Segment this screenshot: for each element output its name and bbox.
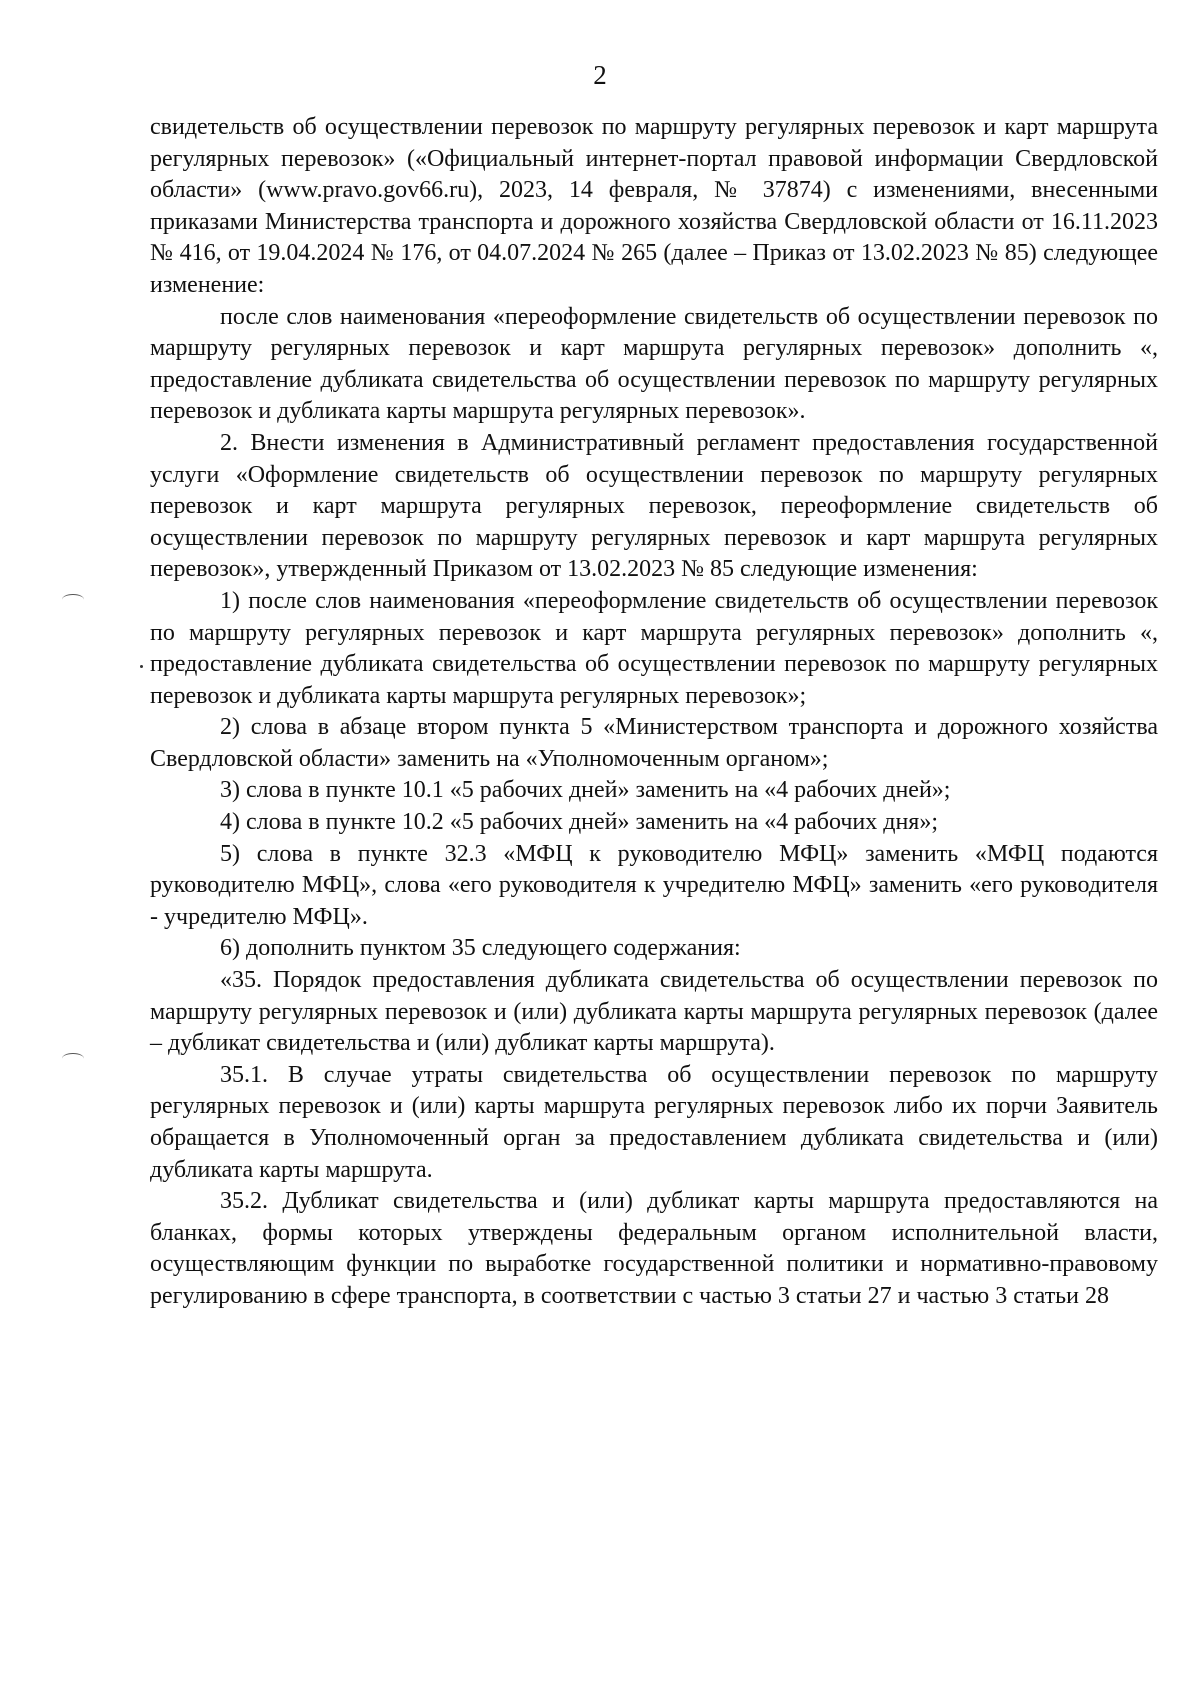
paragraph-subitem-4: 4) слова в пункте 10.2 «5 рабочих дней» заменить на «4 рабочих дня»; [220,809,939,836]
paragraph-title-amendment: после слов наименования «переоформление свидетельств об осуществлении перевозок по маршруту регулярных перевозок и карт маршрута регулярных перевозок» дополнить «, предоставление дубликата свидетельства об осуществлении перевозок по маршруту регулярных перевозок и дубликата карты маршрута регулярных перевозок». [150,303,1158,425]
paragraph-continuation: свидетельств об осуществлении перевозок по маршруту регулярных перевозок и карт маршрута регулярных перевозок» («Официальный интернет-портал правовой информации Свердловской области» (www.pravo.gov66.ru), 2023, 14 февраля, № 37874) с изменениями, внесенными приказами Министерства транспорта и дорожного хозяйства Свердловской области от 16.11.2023 № 416, от 19.04.2024 № 176, от 04.07.2024 № 265 (далее – Приказ от 13.02.2023 № 85) следующее изменение: [150,114,1158,298]
scan-artifact-dot [140,665,143,668]
document-body [150,112,1158,1313]
paragraph-clause-35-2: 35.2. Дубликат свидетельства и (или) дубликат карты маршрута предоставляются на бланках, формы которых утверждены федеральным органом исполнительной власти, осуществляющим функции по выработке государственной политики и нормативно-правовому регулированию в сфере транспорта, в соответствии с частью 3 статьи 27 и частью 3 статьи 28 [150,1188,1158,1309]
paragraph-clause-35-1: 35.1. В случае утраты свидетельства об осуществлении перевозок по маршруту регулярных перевозок и (или) карты маршрута регулярных перевозок либо их порчи Заявитель обращается в Уполномоченный орган за предоставлением дубликата свидетельства и (или) дубликата карты маршрута. [150,1061,1158,1183]
paragraph-item-2: 2. Внести изменения в Административный регламент предоставления государственной услуги «Оформление свидетельств об осуществлении перевозок по маршруту регулярных перевозок и карт маршрута регулярных перевозок, переоформление свидетельств об осуществлении перевозок по маршруту регулярных перевозок и карт маршрута регулярных перевозок», утвержденный Приказом от 13.02.2023 № 85 следующие изменения: [150,429,1158,583]
paragraph-clause-35: «35. Порядок предоставления дубликата свидетельства об осуществлении перевозок по маршруту регулярных перевозок и (или) дубликата карты маршрута регулярных перевозок (далее – дубликат свидетельства и (или) дубликат карты маршрута). [150,967,1158,1057]
scan-artifact-mark [62,1053,84,1064]
paragraph-subitem-3: 3) слова в пункте 10.1 «5 рабочих дней» заменить на «4 рабочих дней»; [220,777,951,804]
scan-artifact-mark [62,594,84,605]
paragraph-subitem-6: 6) дополнить пунктом 35 следующего содержания: [220,935,741,962]
paragraph-subitem-2: 2) слова в абзаце втором пункта 5 «Министерством транспорта и дорожного хозяйства Свердловской области» заменить на «Уполномоченным органом»; [150,714,1158,772]
paragraph-subitem-5: 5) слова в пункте 32.3 «МФЦ к руководителю МФЦ» заменить «МФЦ подаются руководителю МФЦ», слова «его руководителя к учредителю МФЦ» заменить «его руководителя - учредителю МФЦ». [150,840,1158,930]
paragraph-subitem-1: 1) после слов наименования «переоформление свидетельств об осуществлении перевозок по маршруту регулярных перевозок и карт маршрута регулярных перевозок» дополнить «, предоставление дубликата свидетельства об осуществлении перевозок по маршруту регулярных перевозок и дубликата карты маршрута регулярных перевозок»; [150,587,1158,709]
page-number: 2 [593,60,607,90]
